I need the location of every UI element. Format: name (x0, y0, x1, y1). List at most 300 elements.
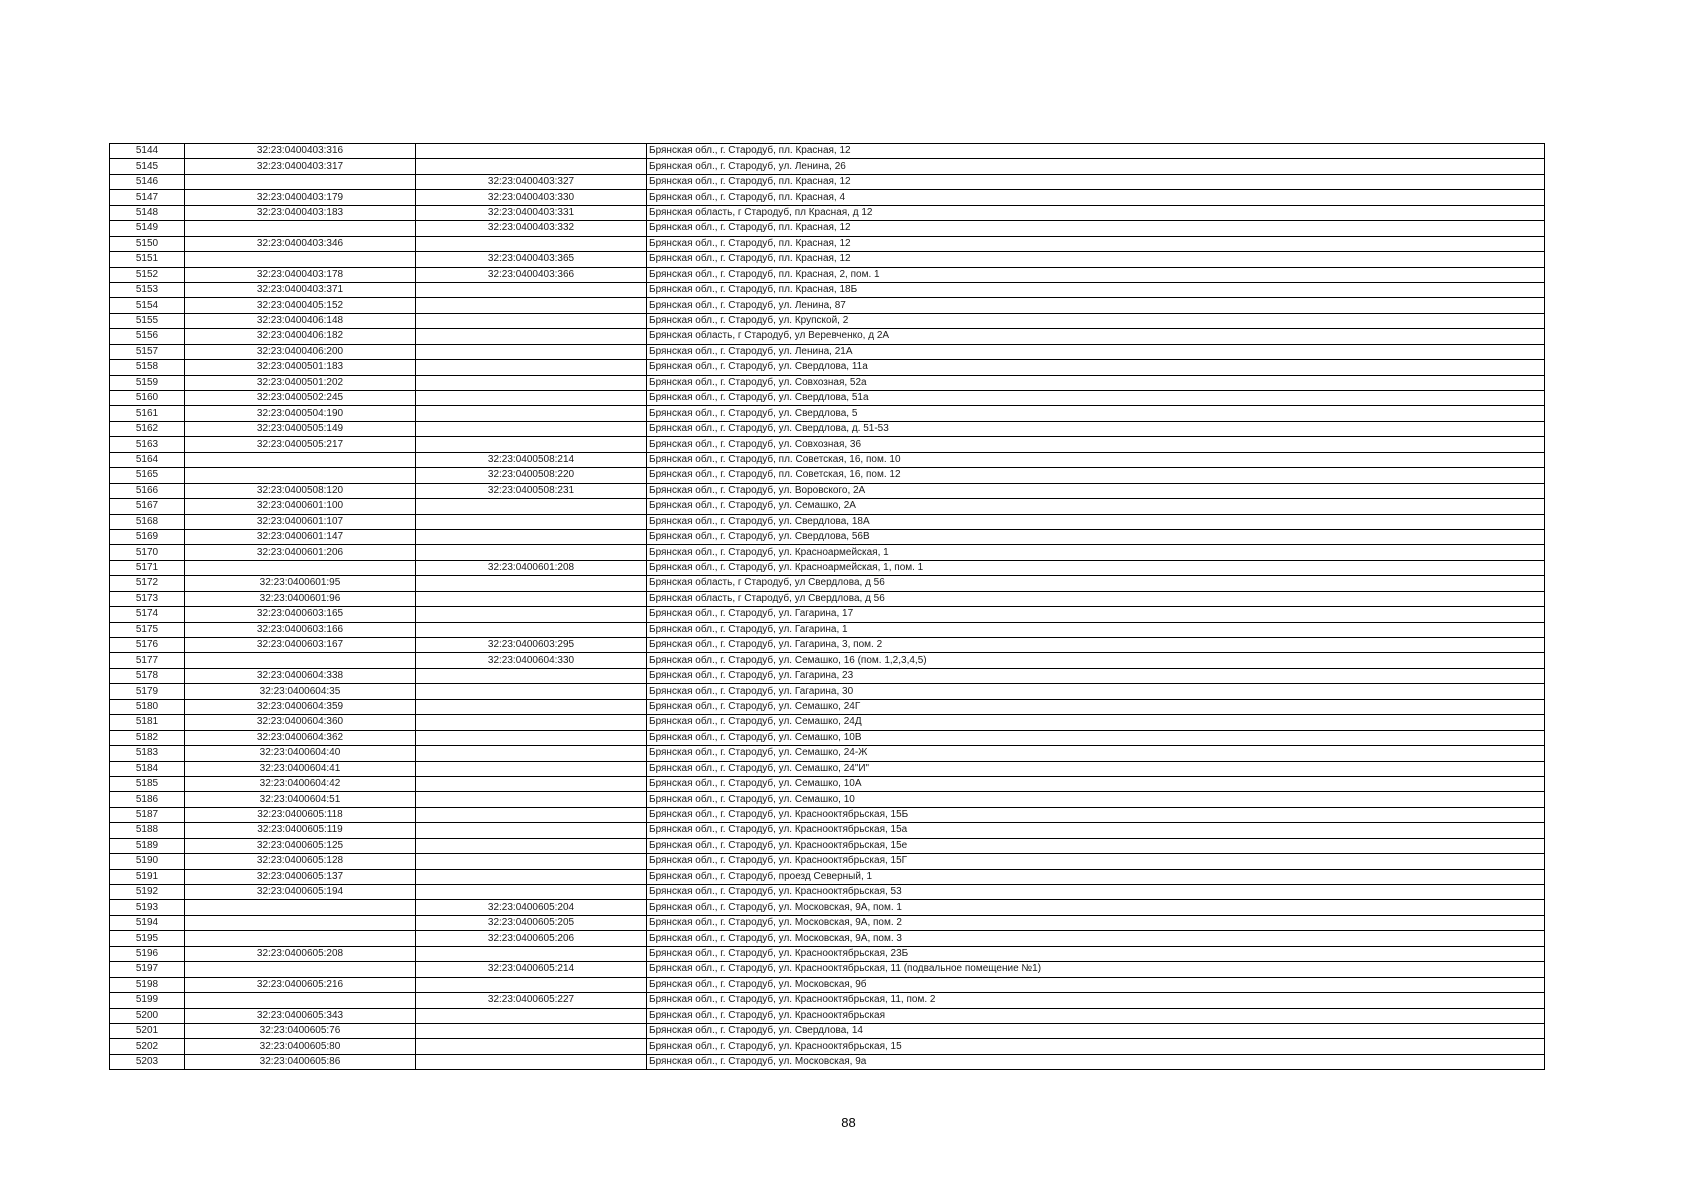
row-number-cell: 5158 (110, 360, 185, 375)
table-row (110, 607, 1545, 622)
cadastral-number-cell: 32:23:0400601:96 (185, 591, 416, 606)
table-row (110, 946, 1545, 961)
row-number-cell: 5188 (110, 823, 185, 838)
cadastral-number-cell: 32:23:0400406:148 (185, 313, 416, 328)
address-cell: Брянская область, г Стародуб, ул Свердлова, д 56 (647, 591, 1545, 606)
address-cell: Брянская обл., г. Стародуб, ул. Московская, 9а (647, 1054, 1545, 1069)
row-number-cell: 5159 (110, 375, 185, 390)
cadastral-number-cell: 32:23:0400605:343 (185, 1008, 416, 1023)
address-cell: Брянская обл., г. Стародуб, ул. Семашко, 10А (647, 776, 1545, 791)
cadastral-number-cell (185, 915, 416, 930)
table-row (110, 529, 1545, 544)
cadastral-number-premise-cell (416, 499, 647, 514)
cadastral-number-cell: 32:23:0400605:137 (185, 869, 416, 884)
address-cell: Брянская обл., г. Стародуб, ул. Семашко, 10В (647, 730, 1545, 745)
cadastral-number-premise-cell: 32:23:0400403:330 (416, 190, 647, 205)
address-cell: Брянская обл., г. Стародуб, ул. Семашко, 24"И" (647, 761, 1545, 776)
cadastral-number-premise-cell (416, 761, 647, 776)
row-number-cell: 5196 (110, 946, 185, 961)
cadastral-number-cell: 32:23:0400605:119 (185, 823, 416, 838)
address-cell: Брянская обл., г. Стародуб, ул. Гагарина, 30 (647, 684, 1545, 699)
table-row (110, 823, 1545, 838)
table-row (110, 205, 1545, 220)
address-cell: Брянская обл., г. Стародуб, ул. Ленина, 26 (647, 159, 1545, 174)
cadastral-number-premise-cell: 32:23:0400508:214 (416, 452, 647, 467)
table-row (110, 360, 1545, 375)
cadastral-number-premise-cell (416, 977, 647, 992)
cadastral-number-cell: 32:23:0400604:41 (185, 761, 416, 776)
cadastral-number-cell: 32:23:0400403:371 (185, 282, 416, 297)
table-row (110, 776, 1545, 791)
row-number-cell: 5167 (110, 499, 185, 514)
row-number-cell: 5178 (110, 668, 185, 683)
cadastral-number-premise-cell: 32:23:0400605:205 (416, 915, 647, 930)
table-row (110, 668, 1545, 683)
row-number-cell: 5201 (110, 1023, 185, 1038)
row-number-cell: 5182 (110, 730, 185, 745)
table-row (110, 1023, 1545, 1038)
address-cell: Брянская обл., г. Стародуб, ул. Семашко, 10 (647, 792, 1545, 807)
cadastral-number-premise-cell (416, 607, 647, 622)
address-cell: Брянская обл., г. Стародуб, ул. Краснооктябрьская, 23Б (647, 946, 1545, 961)
table-row (110, 514, 1545, 529)
cadastral-number-cell: 32:23:0400604:338 (185, 668, 416, 683)
address-cell: Брянская обл., г. Стародуб, пл. Красная, 12 (647, 221, 1545, 236)
row-number-cell: 5181 (110, 715, 185, 730)
cadastral-number-premise-cell (416, 869, 647, 884)
address-cell: Брянская обл., г. Стародуб, ул. Воровского, 2А (647, 483, 1545, 498)
row-number-cell: 5146 (110, 174, 185, 189)
row-number-cell: 5164 (110, 452, 185, 467)
cadastral-number-cell: 32:23:0400508:120 (185, 483, 416, 498)
address-cell: Брянская обл., г. Стародуб, пл. Красная, 12 (647, 174, 1545, 189)
cadastral-number-cell: 32:23:0400505:149 (185, 421, 416, 436)
address-cell: Брянская обл., г. Стародуб, ул. Красноармейская, 1 (647, 545, 1545, 560)
table-row (110, 267, 1545, 282)
address-cell: Брянская обл., г. Стародуб, ул. Московская, 9А, пом. 2 (647, 915, 1545, 930)
cadastral-number-premise-cell (416, 838, 647, 853)
table-row (110, 761, 1545, 776)
cadastral-number-premise-cell (416, 437, 647, 452)
table-row (110, 915, 1545, 930)
cadastral-number-cell: 32:23:0400403:179 (185, 190, 416, 205)
row-number-cell: 5154 (110, 298, 185, 313)
table-row (110, 885, 1545, 900)
row-number-cell: 5155 (110, 313, 185, 328)
cadastral-number-cell: 32:23:0400403:317 (185, 159, 416, 174)
table-row (110, 591, 1545, 606)
address-cell: Брянская область, г Стародуб, пл Красная, д 12 (647, 205, 1545, 220)
address-cell: Брянская обл., г. Стародуб, пл. Красная, 2, пом. 1 (647, 267, 1545, 282)
cadastral-number-cell: 32:23:0400403:346 (185, 236, 416, 251)
row-number-cell: 5183 (110, 746, 185, 761)
table-row (110, 313, 1545, 328)
table-row (110, 653, 1545, 668)
cadastral-number-premise-cell (416, 776, 647, 791)
cadastral-number-cell (185, 900, 416, 915)
row-number-cell: 5173 (110, 591, 185, 606)
row-number-cell: 5149 (110, 221, 185, 236)
table-row (110, 560, 1545, 575)
cadastral-number-premise-cell (416, 1039, 647, 1054)
address-cell: Брянская обл., г. Стародуб, ул. Московская, 9А, пом. 1 (647, 900, 1545, 915)
table-row (110, 406, 1545, 421)
cadastral-number-cell: 32:23:0400601:147 (185, 529, 416, 544)
table-row (110, 962, 1545, 977)
row-number-cell: 5151 (110, 252, 185, 267)
row-number-cell: 5199 (110, 993, 185, 1008)
table-row (110, 329, 1545, 344)
row-number-cell: 5198 (110, 977, 185, 992)
row-number-cell: 5172 (110, 576, 185, 591)
cadastral-number-cell (185, 653, 416, 668)
cadastral-number-premise-cell (416, 421, 647, 436)
cadastral-number-cell (185, 468, 416, 483)
row-number-cell: 5150 (110, 236, 185, 251)
row-number-cell: 5152 (110, 267, 185, 282)
cadastral-number-premise-cell (416, 391, 647, 406)
cadastral-number-premise-cell (416, 807, 647, 822)
address-cell: Брянская обл., г. Стародуб, ул. Гагарина, 23 (647, 668, 1545, 683)
cadastral-number-premise-cell (416, 746, 647, 761)
table-row (110, 792, 1545, 807)
address-cell: Брянская обл., г. Стародуб, пл. Красная, 4 (647, 190, 1545, 205)
address-cell: Брянская обл., г. Стародуб, ул. Свердлова, 56В (647, 529, 1545, 544)
cadastral-number-cell: 32:23:0400403:178 (185, 267, 416, 282)
address-cell: Брянская обл., г. Стародуб, ул. Семашко, 24Г (647, 699, 1545, 714)
cadastral-number-cell: 32:23:0400604:362 (185, 730, 416, 745)
row-number-cell: 5186 (110, 792, 185, 807)
address-cell: Брянская обл., г. Стародуб, ул. Совхозная, 36 (647, 437, 1545, 452)
row-number-cell: 5195 (110, 931, 185, 946)
row-number-cell: 5163 (110, 437, 185, 452)
cadastral-number-premise-cell (416, 684, 647, 699)
cadastral-number-cell: 32:23:0400604:42 (185, 776, 416, 791)
cadastral-number-premise-cell (416, 375, 647, 390)
row-number-cell: 5184 (110, 761, 185, 776)
cadastral-number-premise-cell: 32:23:0400403:366 (416, 267, 647, 282)
row-number-cell: 5160 (110, 391, 185, 406)
address-cell: Брянская обл., г. Стародуб, пл. Советская, 16, пом. 10 (647, 452, 1545, 467)
cadastral-number-cell: 32:23:0400403:316 (185, 144, 416, 159)
table-row (110, 977, 1545, 992)
table-row (110, 838, 1545, 853)
cadastral-number-cell: 32:23:0400605:128 (185, 854, 416, 869)
table-body (110, 144, 1545, 1070)
address-cell: Брянская обл., г. Стародуб, ул. Краснооктябрьская, 53 (647, 885, 1545, 900)
row-number-cell: 5192 (110, 885, 185, 900)
row-number-cell: 5162 (110, 421, 185, 436)
cadastral-number-premise-cell: 32:23:0400605:227 (416, 993, 647, 1008)
cadastral-number-premise-cell (416, 946, 647, 961)
table-row (110, 282, 1545, 297)
cadastral-number-cell: 32:23:0400604:35 (185, 684, 416, 699)
cadastral-number-premise-cell (416, 298, 647, 313)
address-cell: Брянская обл., г. Стародуб, ул. Семашко, 24Д (647, 715, 1545, 730)
row-number-cell: 5144 (110, 144, 185, 159)
address-cell: Брянская обл., г. Стародуб, пл. Советская, 16, пом. 12 (647, 468, 1545, 483)
table-row (110, 699, 1545, 714)
table-row (110, 421, 1545, 436)
cadastral-number-premise-cell: 32:23:0400604:330 (416, 653, 647, 668)
table-row (110, 499, 1545, 514)
cadastral-number-cell: 32:23:0400605:76 (185, 1023, 416, 1038)
table-row (110, 622, 1545, 637)
address-cell: Брянская обл., г. Стародуб, ул. Краснооктябрьская, 15а (647, 823, 1545, 838)
cadastral-number-cell: 32:23:0400605:216 (185, 977, 416, 992)
table-row (110, 391, 1545, 406)
table-row (110, 807, 1545, 822)
address-cell: Брянская обл., г. Стародуб, ул. Семашко, 16 (пом. 1,2,3,4,5) (647, 653, 1545, 668)
cadastral-number-cell (185, 931, 416, 946)
table-row (110, 869, 1545, 884)
row-number-cell: 5176 (110, 638, 185, 653)
row-number-cell: 5185 (110, 776, 185, 791)
table-row (110, 1054, 1545, 1069)
cadastral-number-cell: 32:23:0400605:80 (185, 1039, 416, 1054)
address-cell: Брянская обл., г. Стародуб, ул. Краснооктябрьская (647, 1008, 1545, 1023)
table-row (110, 1039, 1545, 1054)
cadastral-number-premise-cell: 32:23:0400508:231 (416, 483, 647, 498)
cadastral-number-cell: 32:23:0400601:95 (185, 576, 416, 591)
address-cell: Брянская обл., г. Стародуб, ул. Свердлова, 51а (647, 391, 1545, 406)
table-row (110, 545, 1545, 560)
address-cell: Брянская обл., г. Стародуб, ул. Краснооктябрьская, 15Г (647, 854, 1545, 869)
address-cell: Брянская обл., г. Стародуб, ул. Семашко, 24-Ж (647, 746, 1545, 761)
address-cell: Брянская обл., г. Стародуб, ул. Красноармейская, 1, пом. 1 (647, 560, 1545, 575)
table-row (110, 344, 1545, 359)
table-row (110, 746, 1545, 761)
table-row (110, 174, 1545, 189)
row-number-cell: 5169 (110, 529, 185, 544)
row-number-cell: 5170 (110, 545, 185, 560)
cadastral-number-cell: 32:23:0400604:40 (185, 746, 416, 761)
cadastral-number-premise-cell (416, 792, 647, 807)
row-number-cell: 5174 (110, 607, 185, 622)
table-row (110, 931, 1545, 946)
address-cell: Брянская обл., г. Стародуб, пл. Красная, 12 (647, 236, 1545, 251)
address-cell: Брянская обл., г. Стародуб, ул. Гагарина, 3, пом. 2 (647, 638, 1545, 653)
address-cell: Брянская обл., г. Стародуб, ул. Свердлова, 18А (647, 514, 1545, 529)
cadastral-number-premise-cell (416, 329, 647, 344)
cadastral-number-premise-cell: 32:23:0400508:220 (416, 468, 647, 483)
cadastral-number-cell: 32:23:0400502:245 (185, 391, 416, 406)
cadastral-number-premise-cell (416, 144, 647, 159)
cadastral-number-premise-cell: 32:23:0400403:365 (416, 252, 647, 267)
row-number-cell: 5187 (110, 807, 185, 822)
cadastral-number-cell: 32:23:0400604:360 (185, 715, 416, 730)
row-number-cell: 5189 (110, 838, 185, 853)
cadastral-number-cell: 32:23:0400605:208 (185, 946, 416, 961)
cadastral-number-cell: 32:23:0400406:182 (185, 329, 416, 344)
cadastral-number-cell: 32:23:0400403:183 (185, 205, 416, 220)
cadastral-number-premise-cell (416, 622, 647, 637)
table-row (110, 375, 1545, 390)
address-cell: Брянская обл., г. Стародуб, ул. Ленина, 21А (647, 344, 1545, 359)
cadastral-number-cell: 32:23:0400603:166 (185, 622, 416, 637)
address-cell: Брянская обл., г. Стародуб, ул. Краснооктябрьская, 15Б (647, 807, 1545, 822)
table-row (110, 715, 1545, 730)
row-number-cell: 5203 (110, 1054, 185, 1069)
cadastral-number-cell (185, 993, 416, 1008)
cadastral-number-cell: 32:23:0400604:51 (185, 792, 416, 807)
table-row (110, 452, 1545, 467)
row-number-cell: 5177 (110, 653, 185, 668)
address-cell: Брянская обл., г. Стародуб, ул. Краснооктябрьская, 15 (647, 1039, 1545, 1054)
table-row (110, 236, 1545, 251)
address-cell: Брянская область, г Стародуб, ул Свердлова, д 56 (647, 576, 1545, 591)
address-cell: Брянская обл., г. Стародуб, ул. Свердлова, д. 51-53 (647, 421, 1545, 436)
table-row (110, 638, 1545, 653)
cadastral-number-premise-cell (416, 313, 647, 328)
row-number-cell: 5180 (110, 699, 185, 714)
cadastral-number-cell (185, 252, 416, 267)
cadastral-number-premise-cell (416, 545, 647, 560)
address-cell: Брянская обл., г. Стародуб, ул. Московская, 9б (647, 977, 1545, 992)
address-cell: Брянская обл., г. Стародуб, ул. Свердлова, 11а (647, 360, 1545, 375)
cadastral-number-premise-cell (416, 406, 647, 421)
address-cell: Брянская обл., г. Стародуб, пл. Красная, 12 (647, 252, 1545, 267)
row-number-cell: 5166 (110, 483, 185, 498)
row-number-cell: 5165 (110, 468, 185, 483)
table-row (110, 1008, 1545, 1023)
address-cell: Брянская обл., г. Стародуб, ул. Краснооктябрьская, 11 (подвальное помещение №1) (647, 962, 1545, 977)
cadastral-number-cell (185, 452, 416, 467)
row-number-cell: 5191 (110, 869, 185, 884)
cadastral-number-cell: 32:23:0400605:86 (185, 1054, 416, 1069)
address-cell: Брянская обл., г. Стародуб, ул. Краснооктябрьская, 11, пом. 2 (647, 993, 1545, 1008)
cadastral-number-cell: 32:23:0400601:206 (185, 545, 416, 560)
cadastral-number-cell (185, 560, 416, 575)
row-number-cell: 5179 (110, 684, 185, 699)
table-row (110, 190, 1545, 205)
row-number-cell: 5145 (110, 159, 185, 174)
cadastral-number-cell: 32:23:0400501:183 (185, 360, 416, 375)
cadastral-number-premise-cell (416, 730, 647, 745)
cadastral-number-premise-cell (416, 576, 647, 591)
cadastral-number-premise-cell (416, 823, 647, 838)
cadastral-number-premise-cell (416, 1008, 647, 1023)
table-row (110, 900, 1545, 915)
address-cell: Брянская обл., г. Стародуб, ул. Московская, 9А, пом. 3 (647, 931, 1545, 946)
page-number: 88 (841, 1115, 856, 1130)
table-row (110, 252, 1545, 267)
address-cell: Брянская обл., г. Стародуб, ул. Гагарина, 17 (647, 607, 1545, 622)
cadastral-number-cell: 32:23:0400601:100 (185, 499, 416, 514)
row-number-cell: 5193 (110, 900, 185, 915)
row-number-cell: 5197 (110, 962, 185, 977)
cadastral-number-premise-cell (416, 715, 647, 730)
cadastral-number-premise-cell (416, 236, 647, 251)
cadastral-number-premise-cell (416, 344, 647, 359)
table-row (110, 221, 1545, 236)
address-cell: Брянская обл., г. Стародуб, ул. Крупской, 2 (647, 313, 1545, 328)
table-row (110, 854, 1545, 869)
row-number-cell: 5157 (110, 344, 185, 359)
cadastral-number-premise-cell (416, 1054, 647, 1069)
cadastral-number-cell: 32:23:0400505:217 (185, 437, 416, 452)
row-number-cell: 5190 (110, 854, 185, 869)
cadastral-number-premise-cell (416, 591, 647, 606)
cadastral-number-cell: 32:23:0400604:359 (185, 699, 416, 714)
row-number-cell: 5202 (110, 1039, 185, 1054)
cadastral-number-premise-cell: 32:23:0400603:295 (416, 638, 647, 653)
cadastral-number-premise-cell (416, 885, 647, 900)
table-row (110, 483, 1545, 498)
cadastral-number-cell: 32:23:0400605:125 (185, 838, 416, 853)
row-number-cell: 5194 (110, 915, 185, 930)
cadastral-number-premise-cell: 32:23:0400601:208 (416, 560, 647, 575)
table-row (110, 576, 1545, 591)
address-cell: Брянская обл., г. Стародуб, ул. Совхозная, 52а (647, 375, 1545, 390)
property-registry-table (109, 143, 1545, 1070)
document-page (109, 143, 1544, 1070)
row-number-cell: 5168 (110, 514, 185, 529)
address-cell: Брянская обл., г. Стародуб, ул. Семашко, 2А (647, 499, 1545, 514)
cadastral-number-cell: 32:23:0400603:165 (185, 607, 416, 622)
cadastral-number-cell: 32:23:0400504:190 (185, 406, 416, 421)
address-cell: Брянская обл., г. Стародуб, проезд Северный, 1 (647, 869, 1545, 884)
cadastral-number-cell: 32:23:0400406:200 (185, 344, 416, 359)
row-number-cell: 5161 (110, 406, 185, 421)
table-row (110, 730, 1545, 745)
table-row (110, 144, 1545, 159)
cadastral-number-premise-cell: 32:23:0400605:206 (416, 931, 647, 946)
address-cell: Брянская обл., г. Стародуб, пл. Красная, 18Б (647, 282, 1545, 297)
table-row (110, 298, 1545, 313)
cadastral-number-cell: 32:23:0400605:118 (185, 807, 416, 822)
cadastral-number-cell (185, 174, 416, 189)
cadastral-number-premise-cell (416, 529, 647, 544)
address-cell: Брянская обл., г. Стародуб, пл. Красная, 12 (647, 144, 1545, 159)
cadastral-number-premise-cell: 32:23:0400403:327 (416, 174, 647, 189)
cadastral-number-premise-cell: 32:23:0400403:332 (416, 221, 647, 236)
cadastral-number-premise-cell: 32:23:0400605:204 (416, 900, 647, 915)
row-number-cell: 5153 (110, 282, 185, 297)
address-cell: Брянская обл., г. Стародуб, ул. Свердлова, 14 (647, 1023, 1545, 1038)
cadastral-number-premise-cell (416, 159, 647, 174)
cadastral-number-cell: 32:23:0400603:167 (185, 638, 416, 653)
cadastral-number-cell: 32:23:0400405:152 (185, 298, 416, 313)
address-cell: Брянская область, г Стародуб, ул Веревченко, д 2А (647, 329, 1545, 344)
cadastral-number-cell (185, 221, 416, 236)
row-number-cell: 5200 (110, 1008, 185, 1023)
table-row (110, 684, 1545, 699)
cadastral-number-cell: 32:23:0400501:202 (185, 375, 416, 390)
cadastral-number-premise-cell: 32:23:0400403:331 (416, 205, 647, 220)
cadastral-number-premise-cell (416, 282, 647, 297)
address-cell: Брянская обл., г. Стародуб, ул. Гагарина, 1 (647, 622, 1545, 637)
cadastral-number-premise-cell (416, 854, 647, 869)
address-cell: Брянская обл., г. Стародуб, ул. Краснооктябрьская, 15е (647, 838, 1545, 853)
row-number-cell: 5175 (110, 622, 185, 637)
cadastral-number-premise-cell: 32:23:0400605:214 (416, 962, 647, 977)
cadastral-number-cell (185, 962, 416, 977)
table-row (110, 159, 1545, 174)
address-cell: Брянская обл., г. Стародуб, ул. Свердлова, 5 (647, 406, 1545, 421)
table-row (110, 468, 1545, 483)
row-number-cell: 5156 (110, 329, 185, 344)
table-row (110, 993, 1545, 1008)
cadastral-number-premise-cell (416, 1023, 647, 1038)
cadastral-number-cell: 32:23:0400601:107 (185, 514, 416, 529)
address-cell: Брянская обл., г. Стародуб, ул. Ленина, 87 (647, 298, 1545, 313)
cadastral-number-premise-cell (416, 699, 647, 714)
table-row (110, 437, 1545, 452)
cadastral-number-premise-cell (416, 514, 647, 529)
row-number-cell: 5148 (110, 205, 185, 220)
row-number-cell: 5171 (110, 560, 185, 575)
